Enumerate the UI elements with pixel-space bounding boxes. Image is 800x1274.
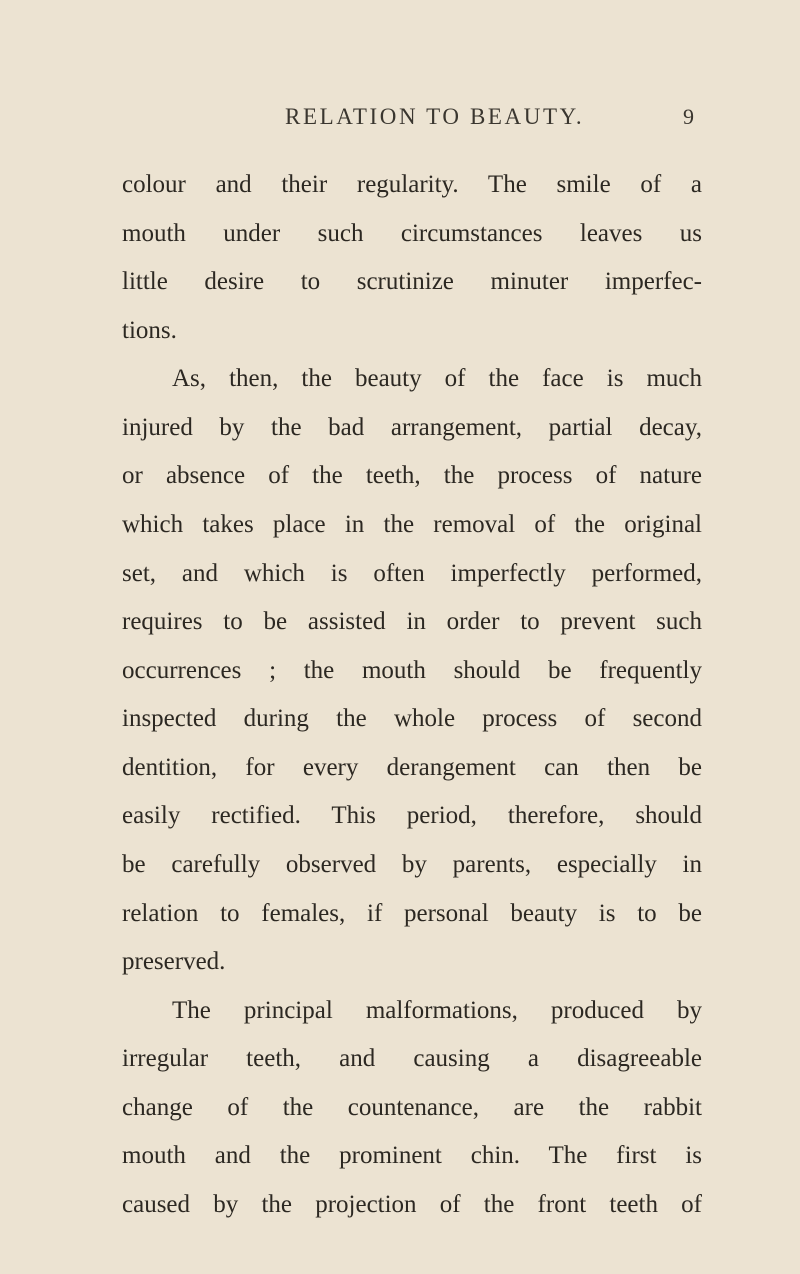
text-line: injured by the bad arrangement, partial decay, — [122, 414, 702, 441]
text-line: colour and their regularity. The smile of a — [122, 171, 702, 198]
text-line: dentition, for every derangement can then be — [122, 754, 702, 781]
text-line: which takes place in the removal of the original — [122, 511, 702, 538]
text-line: be carefully observed by parents, especially in — [122, 851, 702, 878]
text-line: mouth and the prominent chin. The first is — [122, 1142, 702, 1169]
text-line: set, and which is often imperfectly performed, — [122, 560, 702, 587]
text-line: or absence of the teeth, the process of nature — [122, 462, 702, 489]
text-line: occurrences ; the mouth should be frequently — [122, 657, 702, 684]
text-line: inspected during the whole process of second — [122, 705, 702, 732]
running-head — [0, 104, 800, 140]
text-line: requires to be assisted in order to prevent such — [122, 608, 702, 635]
text-line: preserved. — [122, 948, 226, 975]
text-line: little desire to scrutinize minuter imperfec- — [122, 268, 702, 295]
text-line: caused by the projection of the front teeth of — [122, 1191, 702, 1218]
text-line: The principal malformations, produced by — [172, 997, 702, 1024]
text-line: tions. — [122, 317, 177, 344]
page-number: 9 — [683, 104, 694, 129]
text-line: easily rectified. This period, therefore, should — [122, 802, 702, 829]
text-line: change of the countenance, are the rabbit — [122, 1094, 702, 1121]
text-line: As, then, the beauty of the face is much — [172, 365, 702, 392]
text-line: relation to females, if personal beauty is to be — [122, 900, 702, 927]
text-line: mouth under such circumstances leaves us — [122, 220, 702, 247]
running-head-title: RELATION TO BEAUTY. — [285, 104, 585, 129]
text-line: irregular teeth, and causing a disagreeable — [122, 1045, 702, 1072]
